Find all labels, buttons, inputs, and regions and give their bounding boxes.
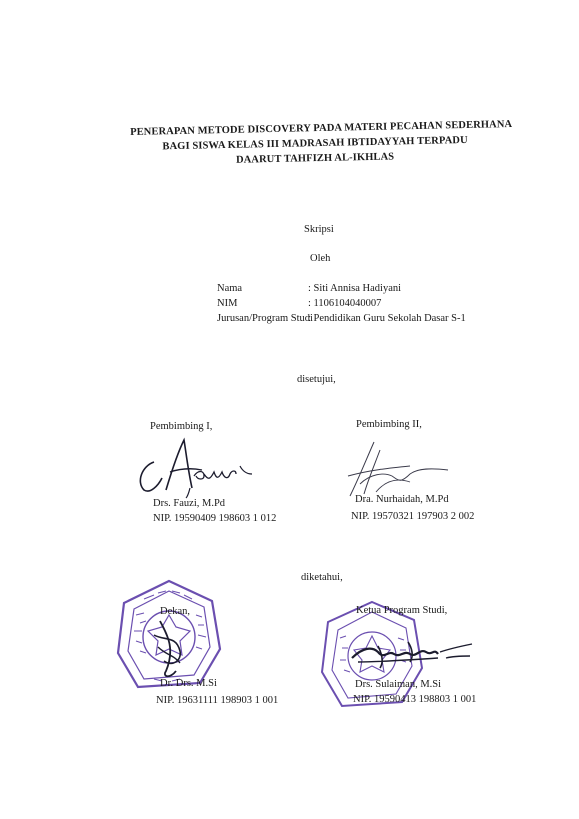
supervisor2-nip: NIP. 19570321 197903 2 002	[351, 511, 475, 522]
supervisor2-name: Dra. Nurhaidah, M.Pd	[355, 494, 449, 505]
approved-label: disetujui,	[297, 374, 336, 385]
identity-label-nim: NIM	[217, 298, 238, 309]
supervisor2-signature	[340, 436, 460, 502]
faculty-stamp-left	[114, 575, 224, 693]
head-role: Ketua Program Studi,	[356, 605, 448, 616]
head-name: Drs. Sulaiman, M.Si	[355, 679, 442, 690]
head-signature	[348, 632, 476, 672]
known-label: diketahui,	[301, 572, 343, 583]
dean-role: Dekan,	[160, 606, 191, 617]
head-nip: NIP. 19590413 198803 1 001	[353, 694, 477, 705]
supervisor1-signature	[132, 430, 262, 500]
title-line-1: PENERAPAN METODE DISCOVERY PADA MATERI PECAHAN SEDERHANA	[130, 118, 513, 138]
supervisor1-nip: NIP. 19590409 198603 1 012	[153, 513, 277, 524]
title-line-2: BAGI SISWA KELAS III MADRASAH IBTIDAYYAH TERPADU	[162, 134, 468, 153]
dean-nip: NIP. 19631111 198903 1 001	[156, 695, 279, 706]
identity-label-program: Jurusan/Program Studi	[217, 313, 313, 324]
identity-value-nim: : 1106104040007	[308, 298, 382, 309]
by-label: Oleh	[310, 253, 331, 264]
dean-name: Dr. Drs. M.Si	[160, 678, 217, 689]
supervisor1-name: Drs. Fauzi, M.Pd	[153, 498, 226, 509]
identity-value-name: : Siti Annisa Hadiyani	[308, 283, 402, 294]
supervisor2-role: Pembimbing II,	[356, 419, 422, 430]
identity-value-program: : Pendidikan Guru Sekolah Dasar S-1	[308, 313, 466, 324]
title-line-3: DAARUT TAHFIZH AL-IKHLAS	[235, 151, 395, 166]
identity-label-name: Nama	[217, 283, 243, 294]
supervisor1-role: Pembimbing I,	[150, 421, 213, 432]
document-type: Skripsi	[304, 224, 334, 235]
